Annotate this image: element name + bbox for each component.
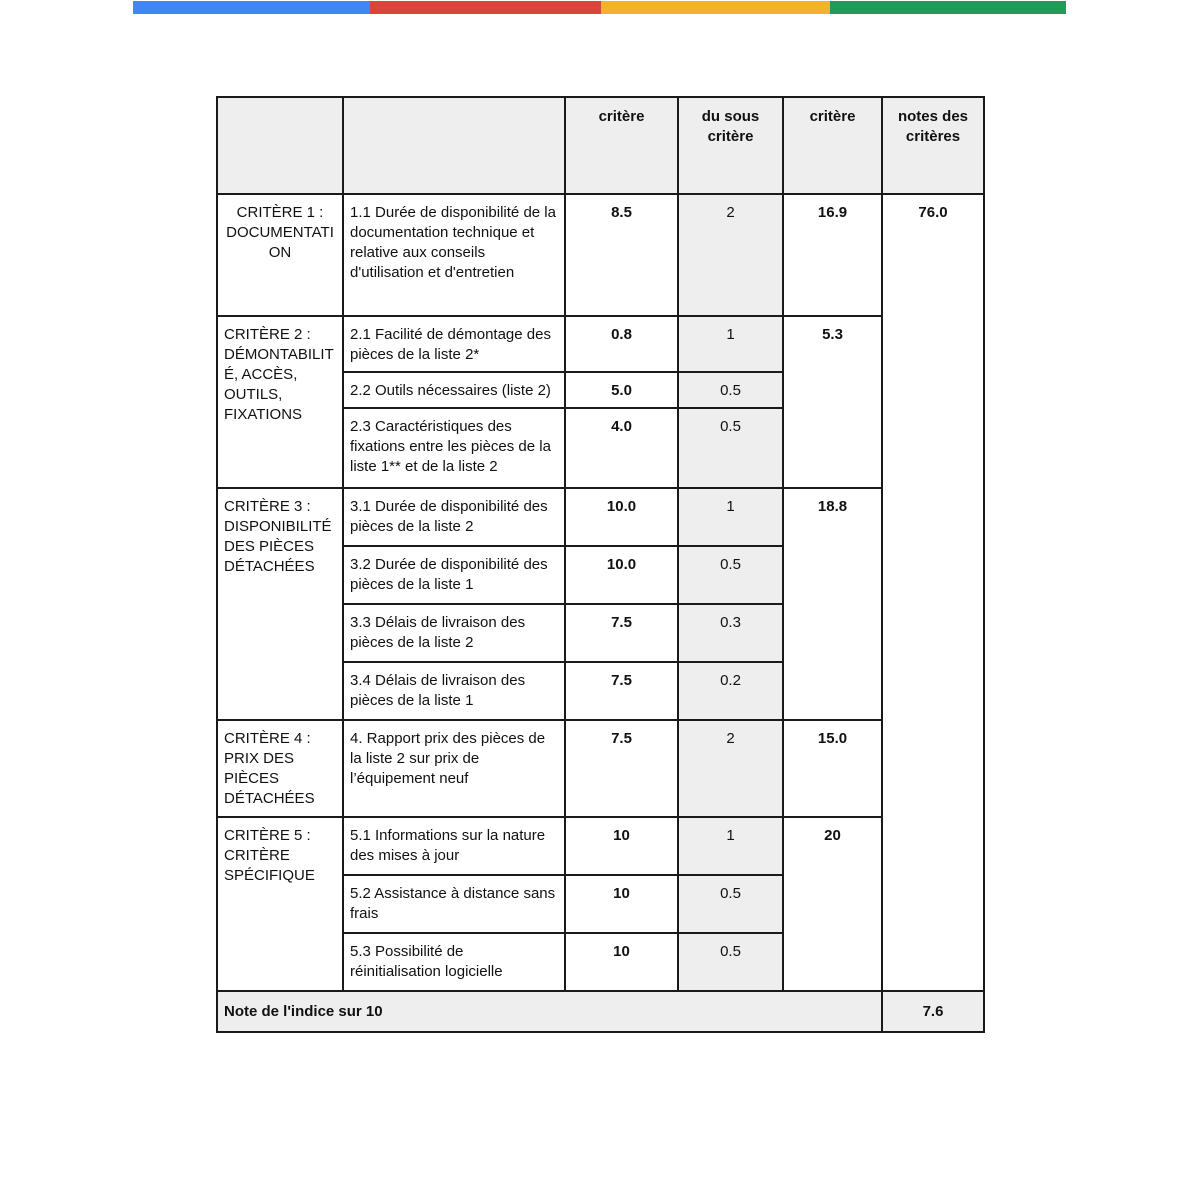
subcriterion-score-cell: 5.0 [565, 372, 678, 408]
header-cell-4: critère [783, 97, 882, 194]
subcriterion-label-cell: 3.4 Délais de livraison des pièces de la liste 1 [343, 662, 565, 720]
criterion-group-cell: CRITÈRE 4 : PRIX DES PIÈCES DÉTACHÉES [217, 720, 343, 817]
subcriterion-score-cell: 4.0 [565, 408, 678, 488]
subcriterion-score-cell: 10 [565, 933, 678, 991]
coefficient-cell: 0.5 [678, 875, 783, 933]
subcriterion-label-cell: 3.3 Délais de livraison des pièces de la liste 2 [343, 604, 565, 662]
table-row [217, 316, 984, 372]
table-row [217, 817, 984, 875]
index-note-label-cell: Note de l'indice sur 10 [217, 991, 882, 1032]
subcriterion-score-cell: 7.5 [565, 720, 678, 817]
header-cell-2: critère [565, 97, 678, 194]
header-cell-1 [343, 97, 565, 194]
subcriterion-score-cell: 10 [565, 875, 678, 933]
criterion-group-cell: CRITÈRE 5 : CRITÈRE SPÉCIFIQUE [217, 817, 343, 991]
subcriterion-score-cell: 7.5 [565, 662, 678, 720]
coefficient-cell: 0.5 [678, 372, 783, 408]
brand-bar-segment-red [370, 1, 601, 14]
brand-bar-segment-green [830, 1, 1066, 14]
header-cell-0 [217, 97, 343, 194]
subcriterion-score-cell: 10.0 [565, 546, 678, 604]
subcriterion-label-cell: 3.1 Durée de disponibilité des pièces de la liste 2 [343, 488, 565, 546]
subcriterion-label-cell: 3.2 Durée de disponibilité des pièces de la liste 1 [343, 546, 565, 604]
criteria-total-score-cell: 76.0 [882, 194, 984, 991]
brand-bar-segment-blue [133, 1, 370, 14]
subcriterion-label-cell: 5.3 Possibilité de réinitialisation logicielle [343, 933, 565, 991]
coefficient-cell: 0.3 [678, 604, 783, 662]
subcriterion-label-cell: 5.1 Informations sur la nature des mises à jour [343, 817, 565, 875]
criterion-score-cell: 20 [783, 817, 882, 991]
table-row [217, 720, 984, 817]
table-row [217, 488, 984, 546]
coefficient-cell: 2 [678, 194, 783, 316]
index-note-row [217, 991, 984, 1032]
criterion-group-cell: CRITÈRE 2 : DÉMONTABILITÉ, ACCÈS, OUTILS, FIXATIONS [217, 316, 343, 488]
table-body [217, 97, 984, 1032]
coefficient-cell: 0.2 [678, 662, 783, 720]
brand-color-bar [133, 1, 1066, 14]
criterion-score-cell: 5.3 [783, 316, 882, 488]
brand-bar-segment-yellow [601, 1, 830, 14]
coefficient-cell: 1 [678, 817, 783, 875]
subcriterion-score-cell: 7.5 [565, 604, 678, 662]
criterion-group-cell: CRITÈRE 1 : DOCUMENTATION [217, 194, 343, 316]
repairability-index-table [216, 96, 985, 1033]
subcriterion-score-cell: 10.0 [565, 488, 678, 546]
table-header-row [217, 97, 984, 194]
criterion-score-cell: 18.8 [783, 488, 882, 720]
criterion-score-cell: 15.0 [783, 720, 882, 817]
table-row [217, 194, 984, 316]
index-note-value-cell: 7.6 [882, 991, 984, 1032]
subcriterion-label-cell: 2.3 Caractéristiques des fixations entre les pièces de la liste 1** et de la liste 2 [343, 408, 565, 488]
coefficient-cell: 0.5 [678, 408, 783, 488]
subcriterion-label-cell: 2.2 Outils nécessaires (liste 2) [343, 372, 565, 408]
criterion-score-cell: 16.9 [783, 194, 882, 316]
coefficient-cell: 0.5 [678, 933, 783, 991]
subcriterion-label-cell: 1.1 Durée de disponibilité de la documentation technique et relative aux conseils d'utilisation et d'entretien [343, 194, 565, 316]
header-cell-5: notes des critères [882, 97, 984, 194]
criterion-group-cell: CRITÈRE 3 : DISPONIBILITÉ DES PIÈCES DÉTACHÉES [217, 488, 343, 720]
subcriterion-label-cell: 2.1 Facilité de démontage des pièces de la liste 2* [343, 316, 565, 372]
subcriterion-score-cell: 8.5 [565, 194, 678, 316]
subcriterion-score-cell: 0.8 [565, 316, 678, 372]
subcriterion-label-cell: 4. Rapport prix des pièces de la liste 2 sur prix de l’équipement neuf [343, 720, 565, 817]
repairability-index-table-wrap [216, 96, 985, 1033]
subcriterion-label-cell: 5.2 Assistance à distance sans frais [343, 875, 565, 933]
coefficient-cell: 1 [678, 316, 783, 372]
coefficient-cell: 0.5 [678, 546, 783, 604]
coefficient-cell: 2 [678, 720, 783, 817]
subcriterion-score-cell: 10 [565, 817, 678, 875]
header-cell-3: du sous critère [678, 97, 783, 194]
coefficient-cell: 1 [678, 488, 783, 546]
